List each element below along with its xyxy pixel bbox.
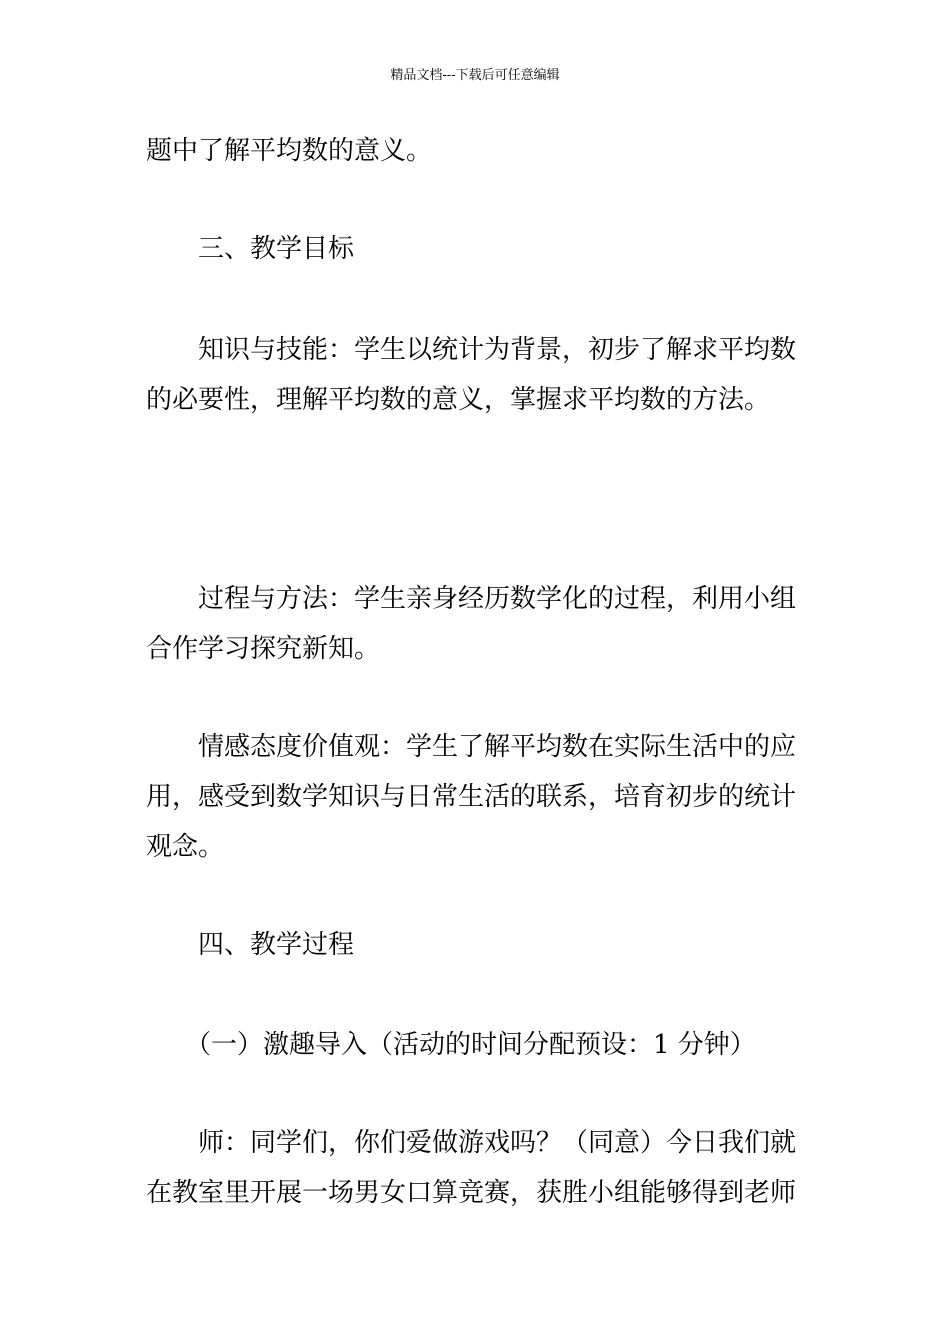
- text-line: 的必要性，理解平均数的意义，掌握求平均数的方法。: [146, 385, 771, 415]
- section-heading: [146, 920, 810, 970]
- section-heading: [146, 224, 810, 274]
- text-line: （一）激趣导入（活动的时间分配预设：1 分钟）: [146, 1030, 756, 1060]
- text-line: 合作学习探究新知。: [146, 634, 381, 664]
- text-line: 用，感受到数学知识与日常生活的联系，培育初步的统计: [146, 782, 797, 812]
- paragraph: [146, 1118, 810, 1218]
- page-header: 精品文档---下载后可任意编辑: [390, 68, 560, 83]
- text-line: 题中了解平均数的意义。: [146, 136, 433, 166]
- paragraph: [146, 126, 810, 176]
- text-line: 四、教学过程: [146, 930, 355, 960]
- paragraph: [146, 722, 810, 872]
- text-line: 在教室里开展一场男女口算竞赛，获胜小组能够得到老师: [146, 1178, 797, 1208]
- text-line: 过程与方法：学生亲身经历数学化的过程，利用小组: [146, 584, 797, 614]
- text-line: 情感态度价值观：学生了解平均数在实际生活中的应: [146, 732, 797, 762]
- subsection-heading: [146, 1020, 810, 1070]
- text-line: 师：同学们，你们爱做游戏吗？（同意）今日我们就: [146, 1128, 797, 1158]
- text-line: 观念。: [146, 832, 225, 862]
- text-line: 三、教学目标: [146, 234, 355, 264]
- paragraph: [146, 574, 810, 674]
- paragraph: [146, 325, 810, 425]
- text-line: 知识与技能：学生以统计为背景，初步了解求平均数: [146, 335, 797, 365]
